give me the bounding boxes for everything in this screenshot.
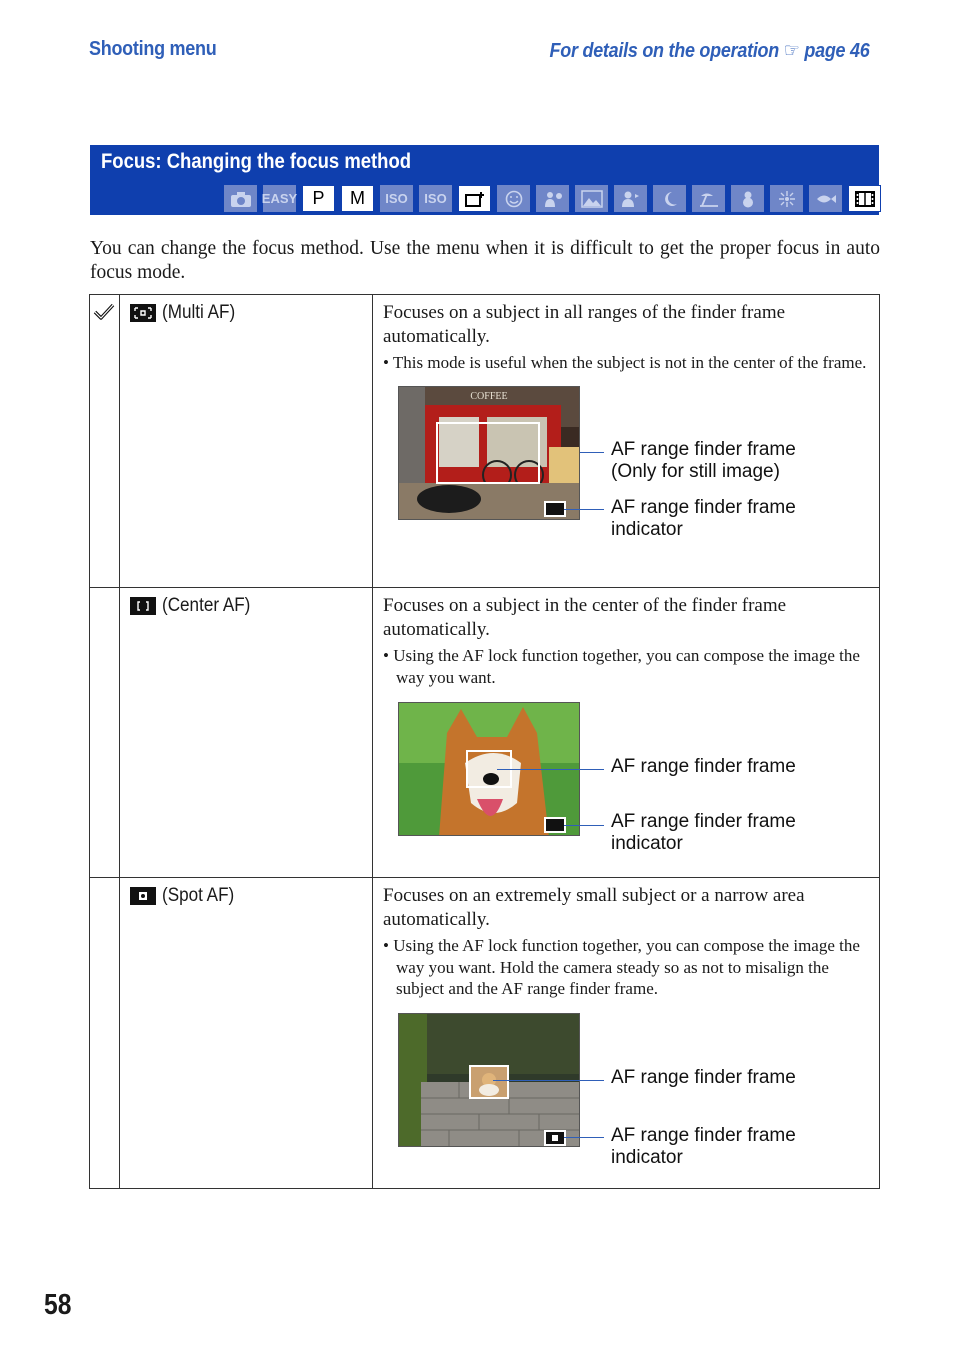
mode-icon-strip <box>224 185 887 212</box>
soft-snap-icon <box>458 185 491 212</box>
center-af-example <box>383 702 869 852</box>
high-sensitivity-icon: ISO <box>380 185 413 212</box>
smile-icon <box>497 185 530 212</box>
mode-note: • This mode is useful when the subject is not in the center of the frame. <box>383 353 867 372</box>
details-prefix: For details on the operation <box>550 40 780 62</box>
center-af-icon <box>130 597 156 615</box>
callout-indicator: AF range finder frame indicator <box>611 1124 796 1168</box>
page-number: 58 <box>44 1289 72 1321</box>
camera-icon <box>224 185 257 212</box>
mode-description: Focuses on an extremely small subject or a narrow area automatically. <box>383 885 805 930</box>
callout-frame: AF range finder frame <box>611 1066 796 1088</box>
twilight-icon <box>653 185 686 212</box>
table-row <box>90 878 880 1189</box>
mode-note: • Using the AF lock function together, you can compose the image the way you want. <box>383 646 860 687</box>
pointing-hand-icon: ☞ <box>784 40 801 62</box>
default-setting-check-icon <box>93 303 115 321</box>
mode-label-multi-af: (Multi AF) <box>130 302 372 324</box>
spot-af-icon <box>130 887 156 905</box>
movie-icon <box>848 185 881 212</box>
frame-leader-line <box>580 452 604 453</box>
underwater-icon <box>809 185 842 212</box>
example-photo-storefront <box>398 386 580 520</box>
indicator-leader-line <box>564 825 604 826</box>
mode-label-spot-af: (Spot AF) <box>130 885 372 907</box>
mode-description: Focuses on a subject in all ranges of the finder frame automatically. <box>383 302 786 347</box>
high-sensitivity-plus-icon: ISO <box>419 185 452 212</box>
title-bar <box>90 145 879 215</box>
spot-af-example <box>383 1013 869 1168</box>
callout-frame: AF range finder frame <box>611 756 796 777</box>
mode-description: Focuses on a subject in the center of the finder frame automatically. <box>383 595 787 640</box>
photo-sign-text: COFFEE <box>470 390 508 402</box>
snow-icon <box>731 185 764 212</box>
page-title: Focus: Changing the focus method <box>101 150 412 173</box>
details-page: page 46 <box>804 40 870 62</box>
multi-af-example <box>383 386 869 540</box>
portrait-icon <box>614 185 647 212</box>
callout-indicator: AF range finder frame indicator <box>611 496 796 540</box>
table-row <box>90 588 880 878</box>
twilight-portrait-icon <box>536 185 569 212</box>
easy-mode-icon: EASY <box>263 185 296 212</box>
landscape-icon <box>575 185 608 212</box>
focus-mode-table <box>89 294 880 1189</box>
multi-af-icon <box>130 304 156 322</box>
frame-leader-line <box>497 769 604 770</box>
table-row <box>90 295 880 588</box>
section-header: Shooting menu <box>89 38 217 60</box>
frame-leader-line <box>493 1080 604 1081</box>
mode-label-center-af: (Center AF) <box>130 595 372 617</box>
fireworks-icon <box>770 185 803 212</box>
program-mode-icon: P <box>302 185 335 212</box>
callout-frame: AF range finder frame (Only for still image) <box>611 438 796 482</box>
indicator-leader-line <box>564 1137 604 1138</box>
indicator-leader-line <box>564 509 604 510</box>
mode-note: • Using the AF lock function together, you can compose the image the way you want. Hold the camera steady so as not to misalign the subject and the AF range finder frame. <box>383 936 860 998</box>
details-reference <box>550 38 870 63</box>
intro-paragraph: You can change the focus method. Use the menu when it is difficult to get the proper focus in auto focus mode. <box>90 238 880 283</box>
manual-mode-icon: M <box>341 185 374 212</box>
callout-indicator: AF range finder frame indicator <box>611 811 796 854</box>
beach-icon <box>692 185 725 212</box>
